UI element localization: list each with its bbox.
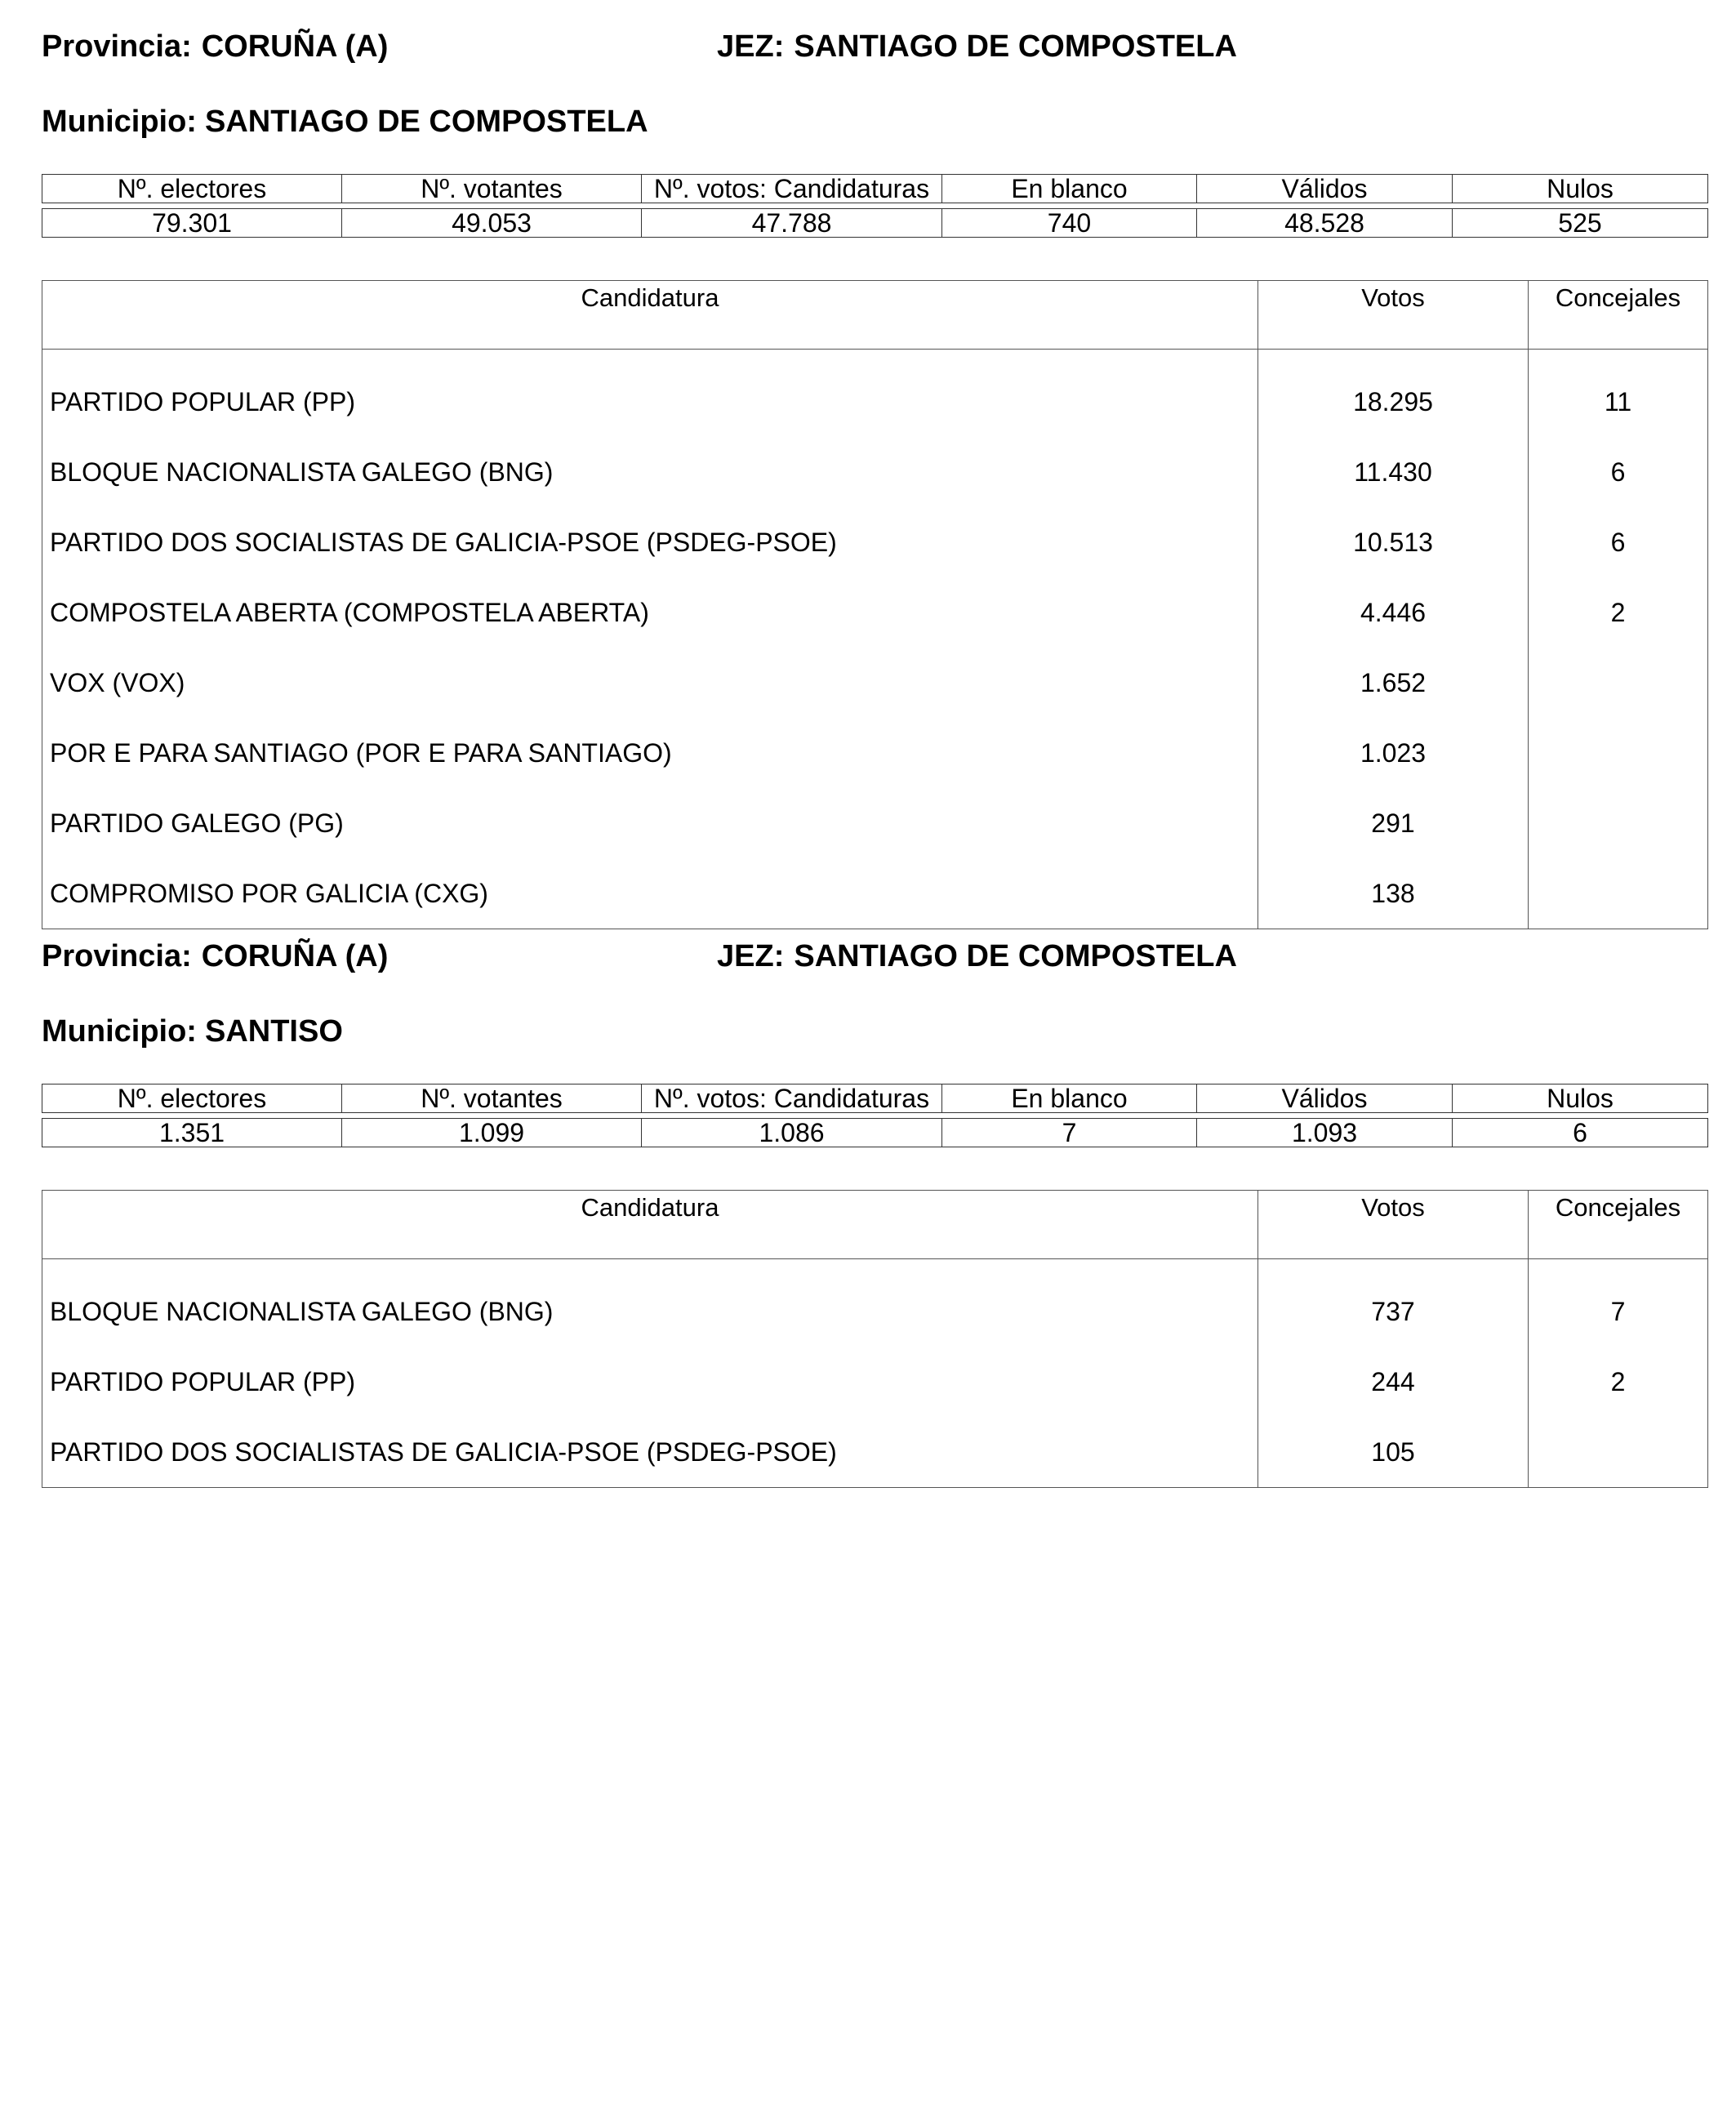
table-row (42, 1417, 1708, 1488)
table-row (42, 648, 1708, 718)
summary-value-votantes: 1.099 (342, 1119, 642, 1147)
municipio-heading: Municipio: SANTISO (42, 1014, 343, 1049)
candidate-seats: 11 (1529, 350, 1708, 438)
table-row (42, 437, 1708, 507)
candidate-name: PARTIDO DOS SOCIALISTAS DE GALICIA-PSOE (PSDEG-PSOE) (50, 527, 837, 557)
summary-value-votos-candidaturas: 1.086 (642, 1119, 942, 1147)
candidate-seats: 7 (1529, 1259, 1708, 1347)
table-row (42, 507, 1708, 577)
summary-header-votantes: Nº. votantes (342, 175, 642, 203)
summary-table (42, 1084, 1708, 1147)
summary-header-en-blanco: En blanco (942, 1084, 1197, 1113)
provincia-heading: Provincia: CORUÑA (A) (42, 939, 389, 973)
candidate-seats: 2 (1529, 577, 1708, 648)
table-row (42, 577, 1708, 648)
municipio-heading: Municipio: SANTIAGO DE COMPOSTELA (42, 105, 648, 139)
header-votos: Votos (1258, 281, 1529, 350)
candidate-name: COMPROMISO POR GALICIA (CXG) (50, 878, 488, 908)
candidate-seats (1529, 718, 1708, 788)
summary-value-en-blanco: 7 (942, 1119, 1197, 1147)
candidate-name: COMPOSTELA ABERTA (COMPOSTELA ABERTA) (50, 597, 649, 627)
table-row (42, 1259, 1708, 1347)
candidate-name: PARTIDO GALEGO (PG) (50, 808, 344, 838)
candidate-votes: 11.430 (1258, 437, 1529, 507)
candidate-seats: 2 (1529, 1347, 1708, 1417)
candidates-header-row (42, 281, 1708, 350)
summary-value-votantes: 49.053 (342, 209, 642, 238)
municipio-header (42, 1016, 1707, 1065)
province-header (42, 941, 1707, 990)
municipality-section-2 (42, 939, 1707, 1467)
candidate-name: PARTIDO POPULAR (PP) (50, 1366, 355, 1396)
header-votos: Votos (1258, 1191, 1529, 1259)
summary-value-row (42, 209, 1708, 238)
candidate-votes: 105 (1258, 1417, 1529, 1488)
candidate-name: BLOQUE NACIONALISTA GALEGO (BNG) (50, 1296, 554, 1326)
candidate-seats (1529, 1417, 1708, 1488)
candidate-votes: 1.652 (1258, 648, 1529, 718)
candidate-votes: 737 (1258, 1259, 1529, 1347)
table-row (42, 718, 1708, 788)
summary-value-electores: 1.351 (42, 1119, 342, 1147)
candidate-seats: 6 (1529, 437, 1708, 507)
municipio-header (42, 106, 1707, 155)
header-candidatura: Candidatura (42, 281, 1258, 350)
summary-header-en-blanco: En blanco (942, 175, 1197, 203)
summary-value-row (42, 1119, 1708, 1147)
summary-value-nulos: 525 (1453, 209, 1708, 238)
candidate-name: PARTIDO POPULAR (PP) (50, 386, 355, 416)
summary-value-validos: 48.528 (1197, 209, 1453, 238)
summary-table (42, 174, 1708, 238)
summary-header-row (42, 175, 1708, 203)
municipality-section-1 (42, 29, 1707, 908)
summary-header-row (42, 1084, 1708, 1113)
candidate-seats (1529, 858, 1708, 929)
summary-header-validos: Válidos (1197, 1084, 1453, 1113)
summary-header-votos-candidaturas: Nº. votos: Candidaturas (642, 1084, 942, 1113)
candidate-votes: 244 (1258, 1347, 1529, 1417)
table-row (42, 858, 1708, 929)
jez-heading: JEZ: SANTIAGO DE COMPOSTELA (717, 29, 1237, 64)
summary-value-en-blanco: 740 (942, 209, 1197, 238)
jez-heading: JEZ: SANTIAGO DE COMPOSTELA (717, 939, 1237, 973)
summary-header-electores: Nº. electores (42, 175, 342, 203)
summary-header-votantes: Nº. votantes (342, 1084, 642, 1113)
table-row (42, 350, 1708, 438)
candidates-table (42, 1190, 1708, 1488)
summary-header-nulos: Nulos (1453, 175, 1708, 203)
table-row (42, 1347, 1708, 1417)
candidate-votes: 1.023 (1258, 718, 1529, 788)
candidate-votes: 138 (1258, 858, 1529, 929)
summary-header-votos-candidaturas: Nº. votos: Candidaturas (642, 175, 942, 203)
summary-header-validos: Válidos (1197, 175, 1453, 203)
candidate-seats (1529, 648, 1708, 718)
candidate-votes: 18.295 (1258, 350, 1529, 438)
summary-header-nulos: Nulos (1453, 1084, 1708, 1113)
candidate-name: BLOQUE NACIONALISTA GALEGO (BNG) (50, 457, 554, 487)
summary-value-electores: 79.301 (42, 209, 342, 238)
header-concejales: Concejales (1529, 1191, 1708, 1259)
header-candidatura: Candidatura (42, 1191, 1258, 1259)
candidate-seats: 6 (1529, 507, 1708, 577)
summary-header-electores: Nº. electores (42, 1084, 342, 1113)
header-concejales: Concejales (1529, 281, 1708, 350)
candidate-name: PARTIDO DOS SOCIALISTAS DE GALICIA-PSOE (PSDEG-PSOE) (50, 1436, 837, 1467)
summary-value-nulos: 6 (1453, 1119, 1708, 1147)
summary-value-votos-candidaturas: 47.788 (642, 209, 942, 238)
candidate-seats (1529, 788, 1708, 858)
candidates-header-row (42, 1191, 1708, 1259)
provincia-heading: Provincia: CORUÑA (A) (42, 29, 389, 64)
province-header (42, 31, 1707, 80)
candidate-votes: 4.446 (1258, 577, 1529, 648)
candidate-votes: 10.513 (1258, 507, 1529, 577)
candidates-table (42, 280, 1708, 929)
table-row (42, 788, 1708, 858)
candidate-votes: 291 (1258, 788, 1529, 858)
candidate-name: POR E PARA SANTIAGO (POR E PARA SANTIAGO) (50, 737, 672, 768)
candidate-name: VOX (VOX) (50, 667, 185, 697)
summary-value-validos: 1.093 (1197, 1119, 1453, 1147)
